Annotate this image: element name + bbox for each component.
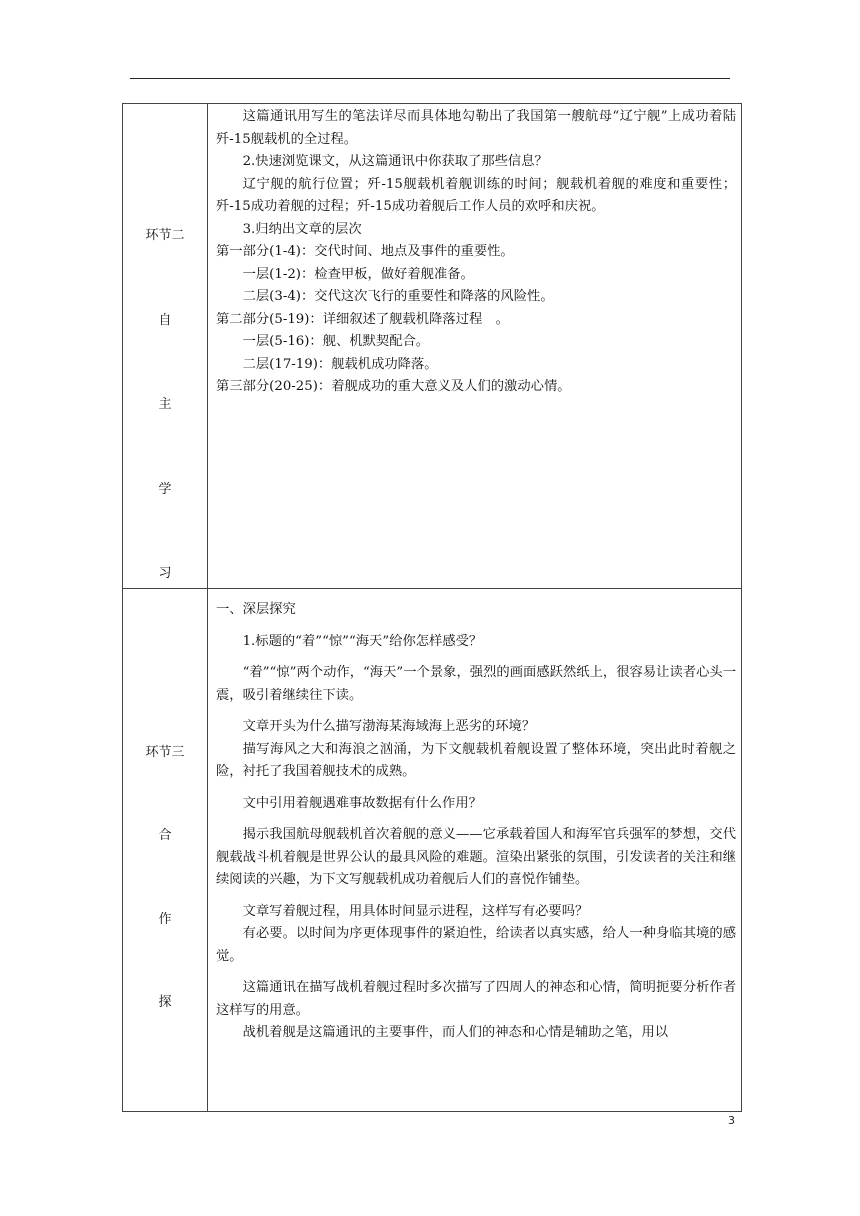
label-char: 探 <box>158 994 172 1010</box>
label-char: 环节二 <box>145 228 185 243</box>
label-char: 合 <box>158 828 172 844</box>
question: 2.快速浏览课文，从这篇通讯中你获取了那些信息？ <box>242 154 548 169</box>
question: 文章开头为什么描写渤海某海域海上恶劣的环境？ <box>242 719 536 734</box>
answer: “着”“惊”两个动作，“海天”一个景象，强烈的画面感跃然纸上，很容易让读者心头一震，吸引着继续往下读。 <box>216 665 736 703</box>
section-label-cell <box>123 589 208 1112</box>
outline-layer: 二层(17-19)：舰载机成功降落。 <box>242 356 438 372</box>
section-label-cell <box>123 104 208 589</box>
label-char: 作 <box>158 911 172 927</box>
question: 文中引用着舰遇难事故数据有什么作用？ <box>242 795 482 811</box>
paragraph: 这篇通讯用写生的笔法详尽而具体地勾勒出了我国第一艘航母“辽宁舰”上成功着陆歼-15舰载机的全过程。 <box>216 109 736 147</box>
label-char: 学 <box>158 481 172 497</box>
page-number: 3 <box>728 1114 735 1127</box>
section-label <box>123 589 207 1111</box>
outline-layer: 一层(5-16)：舰、机默契配合。 <box>242 334 430 349</box>
section-label <box>123 104 207 588</box>
question: 1.标题的“着”“惊”“海天”给你怎样感受？ <box>242 633 483 649</box>
answer: 战机着舰是这篇通讯的主要事件，而人们的神态和心情是辅助之笔，用以 <box>242 1025 669 1040</box>
section-content-cell <box>208 589 742 1112</box>
answer: 描写海风之大和海浪之汹涌，为下文舰载机着舰设置了整体环境，突出此时着舰之险，衬托了我国着舰技术的成熟。 <box>216 741 736 779</box>
section-heading: 一、深层探究 <box>216 602 296 617</box>
label-char: 自 <box>158 312 172 328</box>
outline-layer: 一层(1-2)：检查甲板，做好着舰准备。 <box>242 266 474 282</box>
question: 文章写着舰过程，用具体时间显示进程，这样写有必要吗？ <box>242 903 589 919</box>
section-row <box>123 104 742 589</box>
section-row <box>123 589 742 1112</box>
header-rule <box>130 78 730 79</box>
outline-part: 第三部分(20-25)：着舰成功的重大意义及人们的激动心情。 <box>216 379 571 394</box>
outline-layer: 二层(3-4)：交代这次飞行的重要性和降落的风险性。 <box>242 289 554 304</box>
outline-part: 第一部分(1-4)：交代时间、地点及事件的重要性。 <box>216 244 514 259</box>
label-char: 环节三 <box>145 745 185 760</box>
section-content-cell <box>208 104 742 589</box>
lesson-table <box>122 103 742 1112</box>
paragraph: 辽宁舰的航行位置；歼-15舰载机着舰训练的时间；舰载机着舰的难度和重要性；歼-15成功着舰的过程；歼-15成功着舰后工作人员的欢呼和庆祝。 <box>216 176 736 214</box>
label-char: 主 <box>158 397 172 412</box>
outline-part: 第二部分(5-19)：详细叙述了舰载机降落过程 。 <box>216 311 509 327</box>
label-char: 习 <box>158 566 172 581</box>
question: 3.归纳出文章的层次 <box>242 221 362 237</box>
answer: 有必要。以时间为序更体现事件的紧迫性，给读者以真实感，给人一种身临其境的感觉。 <box>216 926 736 964</box>
answer: 揭示我国航母舰载机首次着舰的意义——它承载着国人和海军官兵强军的梦想，交代舰载战斗机着舰是世界公认的最具风险的难题。渲染出紧张的氛围，引发读者的关注和继续阅读的兴趣，为下文写舰载机成功着舰后人们的喜悦作铺垫。 <box>216 827 736 887</box>
question: 这篇通讯在描写战机着舰过程时多次描写了四周人的神态和心情，简明扼要分析作者这样写的用意。 <box>216 980 736 1018</box>
